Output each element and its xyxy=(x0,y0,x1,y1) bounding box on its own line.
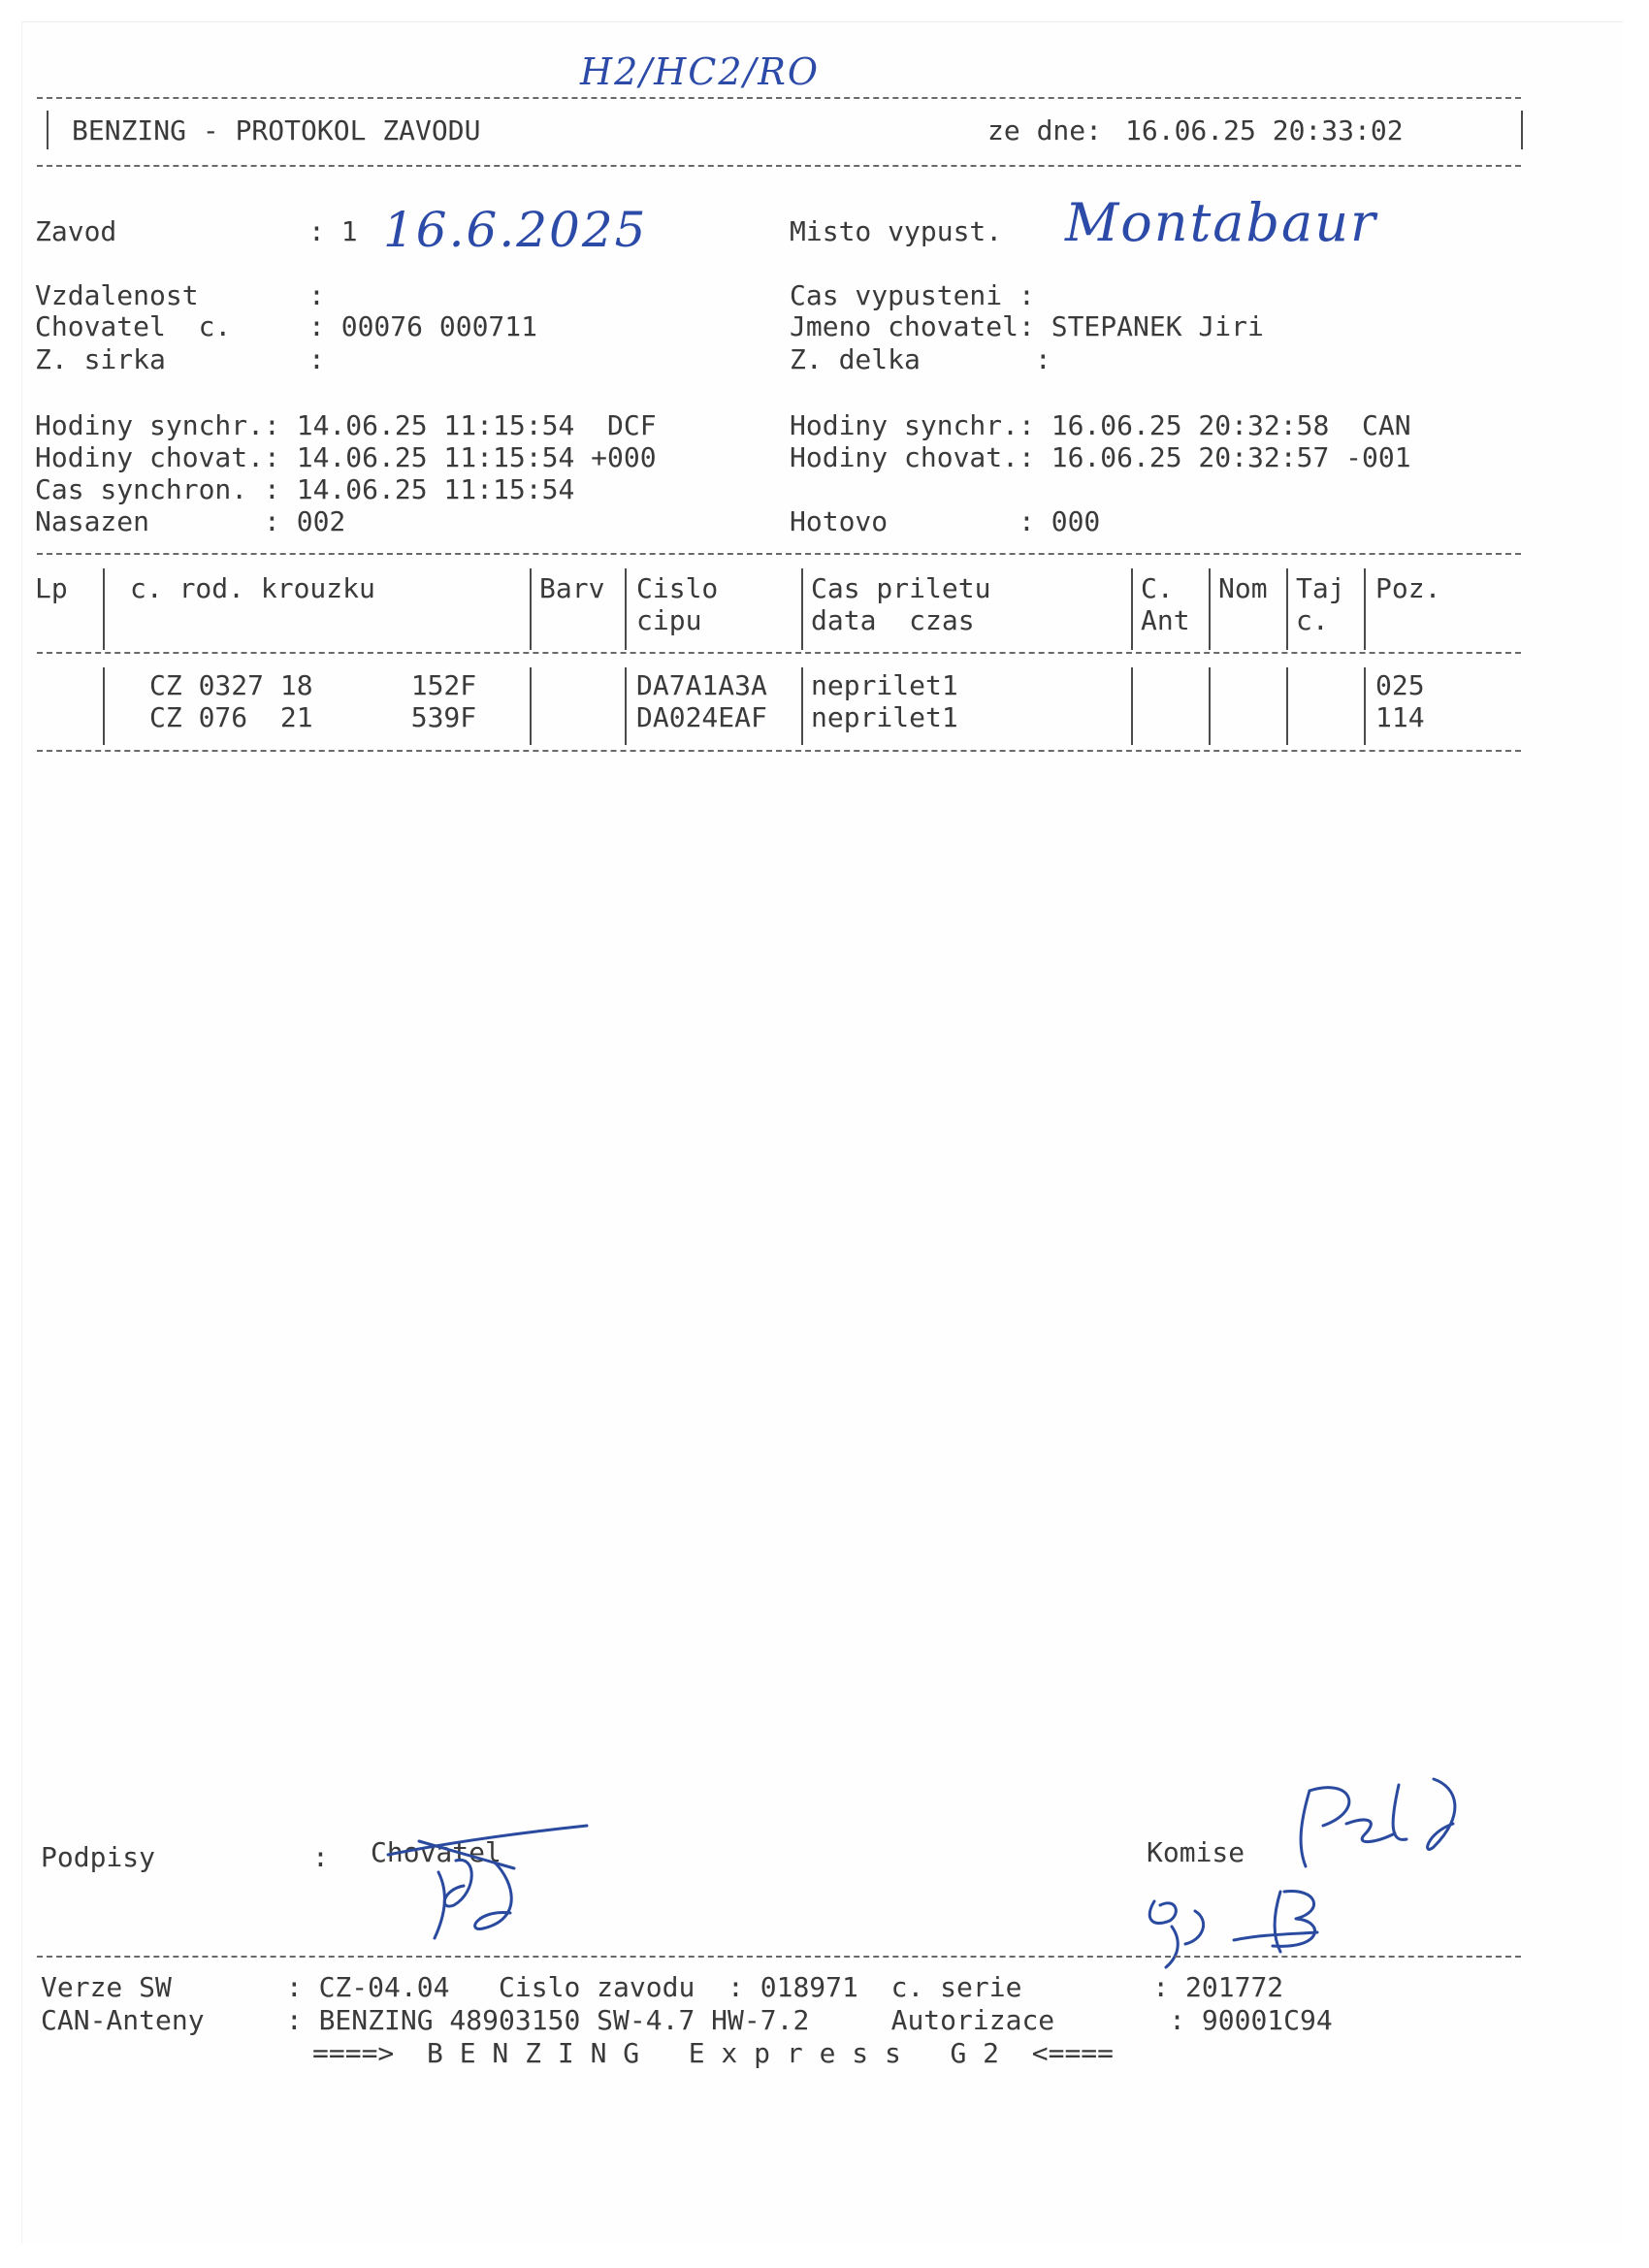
chovatel-value: : 00076 000711 xyxy=(308,310,538,342)
komise-signature-label: Komise xyxy=(1147,1836,1245,1868)
table-top-rule xyxy=(37,553,1521,555)
th-cas: Cas priletu xyxy=(811,572,991,604)
zavod-value: : 1 xyxy=(308,215,358,247)
th-taj: Taj xyxy=(1296,572,1345,604)
table-row-1-cip: DA7A1A3A xyxy=(636,669,767,701)
sync-right-1: Hodiny synchr.: 16.06.25 20:32:58 CAN xyxy=(790,409,1411,441)
zsirka-label: Z. sirka xyxy=(35,343,166,375)
report-date-label: ze dne: xyxy=(987,114,1103,146)
chovatel-signature-label: Chovatel xyxy=(371,1836,501,1868)
sync-left-2: Hodiny chovat.: 14.06.25 11:15:54 +000 xyxy=(35,441,657,473)
podpisy-label: Podpisy xyxy=(41,1841,156,1873)
row-sep-2 xyxy=(530,667,532,745)
komise-signature-1 xyxy=(1261,1766,1474,1882)
col-sep-7 xyxy=(1286,568,1288,650)
row-sep-8 xyxy=(1364,667,1366,745)
chovatel-label: Chovatel c. xyxy=(35,310,232,342)
report-title: BENZING - PROTOKOL ZAVODU xyxy=(72,114,481,146)
jmeno-chovatel: Jmeno chovatel: STEPANEK Jiri xyxy=(790,310,1264,342)
th-ant: C. xyxy=(1141,572,1174,604)
sync-left-1: Hodiny synchr.: 14.06.25 11:15:54 DCF xyxy=(35,409,657,441)
sync-right-2: Hodiny chovat.: 16.06.25 20:32:57 -001 xyxy=(790,441,1411,473)
col-sep-1 xyxy=(103,568,105,650)
header-right-border xyxy=(1521,111,1523,149)
th-barv: Barv xyxy=(539,572,605,604)
footer-line-2: CAN-Anteny : BENZING 48903150 SW-4.7 HW-7.2 Autorizace : 90001C94 xyxy=(41,2004,1333,2036)
report-date-value: 16.06.25 20:33:02 xyxy=(1125,114,1404,146)
handwritten-place: Montabaur xyxy=(1065,192,1377,253)
misto-label: Misto vypust. xyxy=(790,215,1003,247)
vzdalenost-label: Vzdalenost xyxy=(35,279,199,311)
th-lp: Lp xyxy=(35,572,68,604)
col-sep-6 xyxy=(1209,568,1211,650)
zsirka-value: : xyxy=(308,343,325,375)
th-nom: Nom xyxy=(1218,572,1268,604)
sync-left-4: Nasazen : 002 xyxy=(35,505,346,537)
vzdalenost-value: : xyxy=(308,279,325,311)
row-sep-1 xyxy=(103,667,105,745)
header-bottom-rule xyxy=(37,165,1521,167)
footer-line-1: Verze SW : CZ-04.04 Cislo zavodu : 018971 c. serie : 201772 xyxy=(41,1971,1284,2003)
cas-vypusteni: Cas vypusteni : xyxy=(790,279,1035,311)
row-sep-4 xyxy=(801,667,803,745)
chovatel-signature xyxy=(369,1804,601,1950)
table-bottom-rule xyxy=(37,750,1521,752)
table-row-1-cas: neprilet1 xyxy=(811,669,958,701)
footer-banner: ====> B E N Z I N G E x p r e s s G 2 <==== xyxy=(312,2037,1115,2069)
th-cipu: cipu xyxy=(636,604,702,636)
header-top-rule xyxy=(37,97,1521,99)
table-row-2-poz: 114 xyxy=(1375,701,1425,733)
header-left-border xyxy=(47,111,48,149)
sync-left-3: Cas synchron. : 14.06.25 11:15:54 xyxy=(35,473,575,505)
th-cislo: Cislo xyxy=(636,572,719,604)
footer-rule xyxy=(37,1956,1521,1958)
th-taj-2: c. xyxy=(1296,604,1329,636)
row-sep-5 xyxy=(1131,667,1133,745)
col-sep-4 xyxy=(801,568,803,650)
row-sep-7 xyxy=(1286,667,1288,745)
col-sep-2 xyxy=(530,568,532,650)
table-row-1-poz: 025 xyxy=(1375,669,1425,701)
handwritten-top-code: H2/HC2/RO xyxy=(580,50,821,93)
table-row-1-krouzek: CZ 0327 18 152F xyxy=(149,669,477,701)
col-sep-3 xyxy=(625,568,627,650)
table-row-2-cip: DA024EAF xyxy=(636,701,767,733)
row-sep-6 xyxy=(1209,667,1211,745)
handwritten-date: 16.6.2025 xyxy=(383,202,648,258)
th-poz: Poz. xyxy=(1375,572,1441,604)
komise-signature-2 xyxy=(1127,1872,1360,1979)
row-sep-3 xyxy=(625,667,627,745)
col-sep-8 xyxy=(1364,568,1366,650)
table-row-2-cas: neprilet1 xyxy=(811,701,958,733)
th-krouzek: c. rod. krouzku xyxy=(130,572,375,604)
table-row-2-krouzek: CZ 076 21 539F xyxy=(149,701,477,733)
th-data-czas: data czas xyxy=(811,604,975,636)
podpisy-colon: : xyxy=(312,1841,329,1873)
zdelka: Z. delka : xyxy=(790,343,1051,375)
zavod-label: Zavod xyxy=(35,215,117,247)
th-ant-2: Ant xyxy=(1141,604,1190,636)
table-header-rule xyxy=(37,652,1521,654)
col-sep-5 xyxy=(1131,568,1133,650)
sync-right-4: Hotovo : 000 xyxy=(790,505,1101,537)
